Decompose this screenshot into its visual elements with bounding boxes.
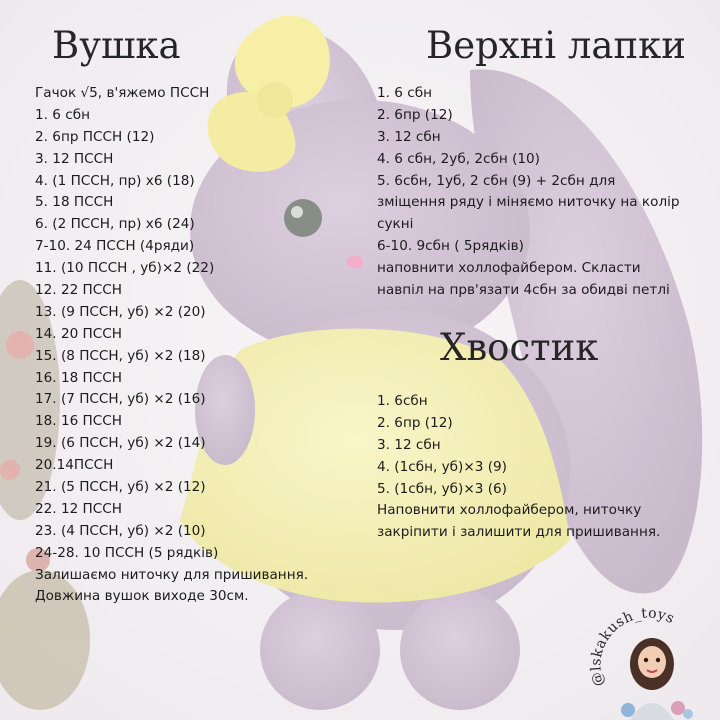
ears-line: 5. 18 ПССН [35, 194, 114, 211]
upper-paws-line: наповнити холлофайбером. Скласти [377, 260, 641, 277]
ears-instructions [35, 83, 308, 608]
ears-line: 21. (5 ПССН, уб) ×2 (12) [35, 479, 206, 496]
ears-line: 20.14ПССН [35, 457, 114, 474]
ears-line: 16. 18 ПССН [35, 369, 122, 386]
ears-line: 6. (2 ПССН, пр) х6 (24) [35, 216, 195, 233]
ears-line: 1. 6 сбн [35, 106, 91, 123]
ears-line: 15. (8 ПССН, уб) ×2 (18) [35, 347, 206, 364]
upper-paws-line: 5. 6сбн, 1уб, 2 сбн (9) + 2сбн для [377, 172, 616, 189]
ears-line: 3. 12 ПССН [35, 150, 114, 167]
ears-line: Залишаємо ниточку для пришивання. [35, 566, 309, 583]
upper-paws-line: 1. 6 сбн [377, 85, 433, 101]
avatar [621, 638, 693, 720]
tail-line: закріпити і залишити для пришивання. [377, 524, 661, 541]
ears-line: 13. (9 ПССН, уб) ×2 (20) [35, 303, 206, 320]
ears-title: Вушка [52, 24, 181, 67]
ears-line: 4. (1 ПССН, пр) х6 (18) [35, 172, 195, 189]
tail-line: 1. 6сбн [377, 393, 428, 409]
ears-line: 11. (10 ПССН , уб)×2 (22) [35, 260, 215, 277]
ears-line: 12. 22 ПССН [35, 282, 122, 299]
tail-line: 2. 6пр (12) [377, 414, 453, 431]
ears-line: Гачок √5, в'яжемо ПССН [35, 85, 210, 101]
ears-line: 19. (6 ПССН, уб) ×2 (14) [35, 435, 206, 452]
ears-line: 22. 12 ПССН [35, 500, 122, 517]
tail-line: 3. 12 сбн [377, 436, 441, 453]
tail-line: 4. (1сбн, уб)×3 (9) [377, 458, 507, 475]
upper-paws-instructions [377, 83, 680, 302]
ears-line: 14. 20 ПССН [35, 325, 122, 342]
upper-paws-line: 6-10. 9сбн ( 5рядків) [377, 238, 524, 255]
upper-paws-line: зміщення ряду і міняємо ниточку на колір [377, 194, 680, 211]
tail-instructions [377, 391, 660, 544]
upper-paws-line: 2. 6пр (12) [377, 106, 453, 123]
ears-line: 24-28. 10 ПССН (5 рядків) [35, 544, 219, 561]
upper-paws-line: 3. 12 сбн [377, 128, 441, 145]
ears-line: Довжина вушок виходе 30см. [35, 588, 249, 605]
ears-line: 2. 6пр ПССН (12) [35, 128, 155, 145]
tail-line: Наповнити холлофайбером, ниточку [377, 502, 642, 519]
brand-watermark [588, 602, 716, 720]
ears-line: 17. (7 ПССН, уб) ×2 (16) [35, 391, 206, 408]
upper-paws-title: Верхні лапки [426, 24, 686, 67]
upper-paws-line: сукні [377, 216, 414, 233]
upper-paws-line: 4. 6 сбн, 2уб, 2сбн (10) [377, 150, 540, 167]
tail-line: 5. (1сбн, уб)×3 (6) [377, 480, 507, 497]
ears-line: 18. 16 ПССН [35, 413, 122, 430]
ears-line: 23. (4 ПССН, уб) ×2 (10) [35, 522, 206, 539]
brand-handle: @lskakush_toys [588, 605, 677, 689]
upper-paws-line: навпіл на прв'язати 4сбн за обидві петлі [377, 282, 670, 299]
ears-line: 7-10. 24 ПССН (4ряди) [35, 238, 195, 255]
tail-title: Хвостик [440, 326, 599, 369]
